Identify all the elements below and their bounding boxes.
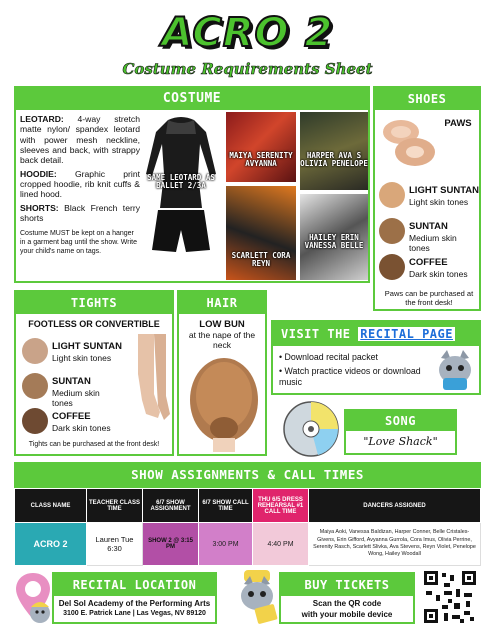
- recital-page-panel: [271, 320, 481, 395]
- hoodie-photo-1: [226, 112, 296, 182]
- shoe-option-3: [379, 254, 479, 284]
- cat-mascot-icon: [433, 348, 477, 392]
- shoe-option-2-name: SUNTAN: [409, 221, 448, 232]
- shoes-note: Paws can be purchased at the front desk!: [384, 289, 474, 308]
- leotard-photo-caption: SAME LEOTARD AS BALLET 2/3A: [147, 173, 215, 190]
- recital-page-bullets: [279, 352, 435, 388]
- col-show-assignment: 6/7 SHOW ASSIGNMENT: [143, 489, 199, 523]
- leotard-photo: [140, 112, 222, 280]
- recital-bullet-1: • Download recital packet: [279, 352, 378, 362]
- shoe-swatch-coffee: [379, 254, 405, 280]
- cd-icon: [282, 400, 340, 458]
- col-dancers: DANCERS ASSIGNED: [309, 489, 481, 523]
- hoodie-photo-2-caption: HARPER AVA S OLIVIA PENELOPE: [300, 151, 368, 168]
- costume-note: Costume MUST be kept on a hanger in a garment bag until the show. Write your child's name on tags.: [20, 230, 137, 256]
- tights-type: FOOTLESS OR CONVERTIBLE: [28, 319, 160, 329]
- hair-bun-photo: [183, 356, 265, 452]
- hoodie-photo-2: [300, 112, 368, 190]
- recital-page-heading: [273, 322, 479, 346]
- tickets-instruction-2: with your mobile device: [301, 610, 393, 619]
- row-show-call: 3:00 PM: [199, 523, 253, 566]
- page-title: ACRO 2: [161, 10, 334, 56]
- song-heading: SONG: [346, 411, 455, 431]
- tights-swatch-coffee: [22, 408, 48, 434]
- recital-bullet-2: • Watch practice videos or download music: [279, 365, 421, 387]
- costume-panel: [14, 86, 370, 283]
- shoes-type: PAWS: [444, 118, 472, 129]
- shorts-text: Black French terry shorts: [20, 202, 140, 223]
- shoe-swatch-suntan: [379, 218, 405, 244]
- song-title: "Love Shack": [363, 435, 438, 448]
- tights-option-3-name: COFFEE: [52, 411, 91, 422]
- tights-option-3-desc: Dark skin tones: [52, 423, 111, 433]
- tights-heading: TIGHTS: [16, 292, 172, 314]
- schedule-row: [15, 523, 481, 566]
- paws-photo: [379, 114, 439, 170]
- tickets-instruction-1: Scan the QR code: [312, 599, 382, 608]
- row-teacher-time: Lauren Tue 6:30: [87, 523, 143, 566]
- recital-bullet-1-text: Download recital packet: [284, 352, 378, 362]
- tights-option-1-desc: Light skin tones: [52, 353, 112, 363]
- tights-option-2-desc: Medium skin tones: [52, 388, 100, 408]
- schedule-heading: SHOW ASSIGNMENTS & CALL TIMES: [14, 462, 481, 488]
- hoodie-photo-4-caption: HAILEY ERIN VANESSA BELLE: [304, 233, 364, 250]
- costume-heading: COSTUME: [16, 88, 368, 110]
- col-show-call: 6/7 SHOW CALL TIME: [199, 489, 253, 523]
- tights-option-3: [22, 406, 122, 436]
- shoe-option-1-name: LIGHT SUNTAN: [409, 185, 480, 196]
- hair-style: LOW BUN: [199, 319, 245, 330]
- shoe-option-2: [379, 218, 479, 253]
- tights-photo: [124, 334, 172, 432]
- row-dress-call: 4:40 PM: [253, 523, 309, 566]
- tights-option-1-name: LIGHT SUNTAN: [52, 341, 123, 352]
- recital-page-link[interactable]: RECITAL PAGE: [360, 327, 453, 341]
- tickets-panel: [279, 572, 415, 624]
- hair-detail: at the nape of the neck: [188, 330, 256, 351]
- row-class-name: ACRO 2: [15, 523, 87, 566]
- shoes-panel: [373, 86, 481, 311]
- tights-swatch-suntan: [22, 373, 48, 399]
- schedule-table: [14, 488, 481, 566]
- shoe-option-1-desc: Light skin tones: [409, 197, 469, 207]
- hoodie-label: HOODIE:: [20, 168, 57, 179]
- page-subtitle: Costume Requirements Sheet: [122, 60, 373, 78]
- location-venue: Del Sol Academy of the Performing Arts: [58, 599, 211, 608]
- song-panel: [344, 409, 457, 455]
- tights-note: Tights can be purchased at the front desk!: [28, 441, 160, 448]
- location-address: 3100 E. Patrick Lane | Las Vegas, NV 89120: [63, 610, 206, 617]
- location-heading: RECITAL LOCATION: [54, 574, 215, 596]
- leotard-text: 4-way stretch matte nylon/ spandex leotard with power mesh neckline, sleeves and back, with strappy back detail.: [20, 114, 140, 166]
- tickets-qr-code[interactable]: [422, 569, 478, 625]
- shoe-swatch-light-suntan: [379, 182, 405, 208]
- hair-heading: HAIR: [179, 292, 265, 314]
- tights-option-1: [22, 336, 122, 366]
- tights-swatch-light-suntan: [22, 338, 48, 364]
- costume-description: [20, 114, 140, 256]
- tights-option-2-name: SUNTAN: [52, 376, 91, 387]
- hoodie-text: Graphic print cropped hoodie, rib knit cuffs & lined hood.: [20, 168, 141, 200]
- shoe-option-3-name: COFFEE: [409, 257, 448, 268]
- shoe-option-1: [379, 182, 479, 212]
- row-show-assignment: SHOW 2 @ 3:15 PM: [143, 523, 199, 566]
- shoe-option-2-desc: Medium skin tones: [409, 233, 457, 253]
- location-panel: [52, 572, 217, 624]
- tickets-heading: BUY TICKETS: [281, 574, 413, 596]
- tights-panel: [14, 290, 174, 456]
- hoodie-photo-4: [300, 194, 368, 280]
- schedule-section: [14, 462, 481, 566]
- col-dress-call: THU 6/5 DRESS REHEARSAL #1 CALL TIME: [253, 489, 309, 523]
- hoodie-photo-3-caption: SCARLETT CORA REYN: [231, 251, 291, 268]
- recital-bullet-2-text: Watch practice videos or download music: [279, 365, 421, 387]
- col-teacher-time: TEACHER CLASS TIME: [87, 489, 143, 523]
- hoodie-photo-1-caption: MAIYA SERENITY AVYANNA: [229, 151, 293, 168]
- row-dancers: Maiya Aoki, Vanessa Baldizan, Harper Conner, Belle Cristales-Givens, Erin Gifford, Avyanna Gurrola, Cora Imus, Olivia Perrine, Serenity Rasch, Scarlett Slivka, Ava Stevens, Reyn Violet, Penelope Wong, Hailey Woodall: [309, 523, 481, 566]
- shoes-heading: SHOES: [375, 88, 479, 110]
- col-class-name: CLASS NAME: [15, 489, 87, 523]
- recital-page-heading-prefix: VISIT THE: [281, 327, 351, 341]
- location-pin-icon: [14, 569, 52, 627]
- leotard-label: LEOTARD:: [20, 114, 64, 124]
- hair-panel: [177, 290, 267, 456]
- shorts-label: SHORTS:: [20, 202, 59, 213]
- hoodie-photo-3: [226, 186, 296, 280]
- tights-option-2: [22, 371, 122, 408]
- ticket-cat-icon: [234, 568, 280, 628]
- schedule-header-row: [15, 489, 481, 523]
- shoe-option-3-desc: Dark skin tones: [409, 269, 468, 279]
